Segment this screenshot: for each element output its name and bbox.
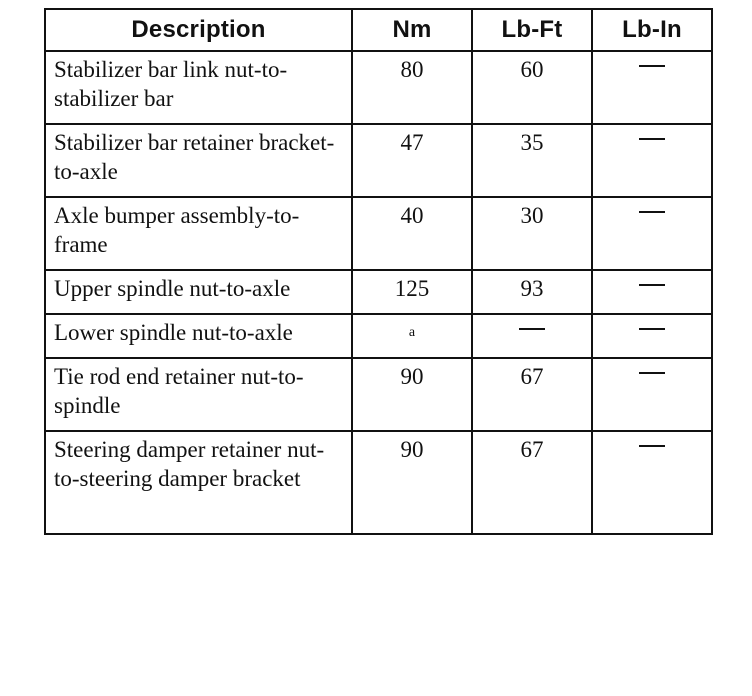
footnote-mark: a — [408, 325, 416, 340]
row-lbft: 67 — [472, 431, 592, 534]
row-lbin — [592, 51, 712, 124]
row-nm: 47 — [352, 124, 472, 197]
row-lbin — [592, 314, 712, 358]
row-lbft: 93 — [472, 270, 592, 314]
row-nm: 90 — [352, 358, 472, 431]
row-nm: 90 — [352, 431, 472, 534]
table-row — [45, 124, 712, 197]
row-description: Axle bumper assembly-to-frame — [45, 197, 352, 270]
torque-specification-table — [44, 8, 713, 535]
header-lbft: Lb-Ft — [472, 9, 592, 51]
dash-mark — [519, 328, 545, 330]
table-row — [45, 431, 712, 534]
row-lbin — [592, 197, 712, 270]
row-lbft: 60 — [472, 51, 592, 124]
header-nm: Nm — [352, 9, 472, 51]
row-description: Stabilizer bar retainer bracket-to-axle — [45, 124, 352, 197]
row-lbft: 35 — [472, 124, 592, 197]
row-description: Tie rod end retainer nut-to-spindle — [45, 358, 352, 431]
row-description: Stabilizer bar link nut-to-stabilizer bar — [45, 51, 352, 124]
table-row — [45, 314, 712, 358]
row-nm — [352, 314, 472, 358]
row-lbin — [592, 270, 712, 314]
dash-mark — [639, 138, 665, 140]
dash-mark — [639, 211, 665, 213]
table-row — [45, 270, 712, 314]
header-row — [45, 9, 712, 51]
row-description: Lower spindle nut-to-axle — [45, 314, 352, 358]
row-lbft: 30 — [472, 197, 592, 270]
header-lbin: Lb-In — [592, 9, 712, 51]
header-description: Description — [45, 9, 352, 51]
row-nm: 80 — [352, 51, 472, 124]
row-lbin — [592, 358, 712, 431]
row-lbin — [592, 431, 712, 534]
dash-mark — [639, 328, 665, 330]
row-nm: 125 — [352, 270, 472, 314]
dash-mark — [639, 445, 665, 447]
dash-mark — [639, 284, 665, 286]
table-row — [45, 358, 712, 431]
row-description: Upper spindle nut-to-axle — [45, 270, 352, 314]
row-lbin — [592, 124, 712, 197]
table-row — [45, 197, 712, 270]
row-description: Steering damper retainer nut-to-steering damper bracket — [45, 431, 352, 534]
dash-mark — [639, 65, 665, 67]
row-nm: 40 — [352, 197, 472, 270]
table-row — [45, 51, 712, 124]
dash-mark — [639, 372, 665, 374]
row-lbft — [472, 314, 592, 358]
row-lbft: 67 — [472, 358, 592, 431]
